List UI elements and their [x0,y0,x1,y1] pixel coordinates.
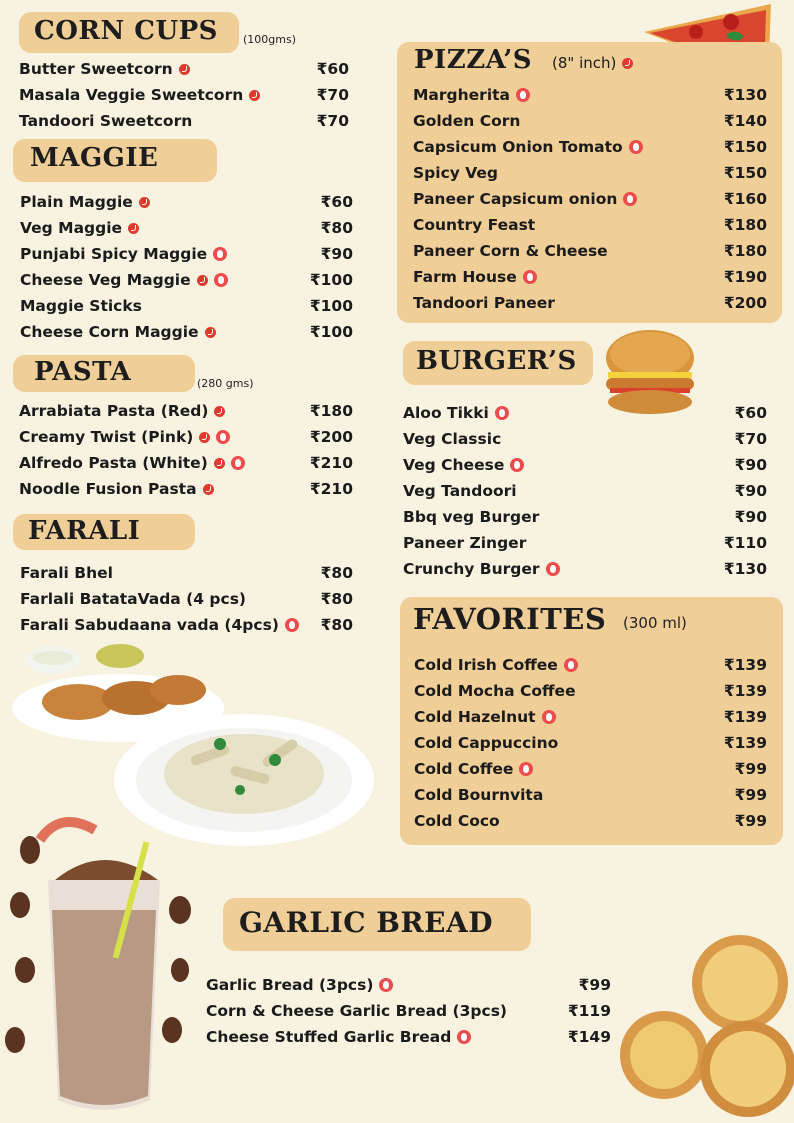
menu-item-name-wrap [403,508,539,526]
menu-item-name-wrap [413,86,530,104]
menu-item-name: Bbq veg Burger [403,508,540,526]
menu-item-price: ₹119 [567,1002,611,1020]
bestseller-icon [523,270,537,284]
menu-item-row [20,294,353,318]
bestseller-icon [216,430,230,444]
menu-item-price: ₹150 [723,138,767,156]
chili-icon [249,90,260,101]
menu-item-name-wrap [414,786,543,804]
cold-coffee-glass-image [0,800,200,1123]
menu-item-row [414,757,767,781]
menu-item-price: ₹70 [734,430,767,448]
bestseller-icon [623,192,637,206]
menu-item-row [206,999,611,1023]
menu-item-price: ₹100 [309,271,353,289]
menu-item-name-wrap [403,430,501,448]
menu-item-row [206,973,611,997]
menu-item-row [413,135,767,159]
menu-item-name-wrap [20,616,299,634]
menu-item-name-wrap [414,682,576,700]
menu-item-row [20,613,353,637]
menu-item-name-wrap [413,190,637,208]
chili-icon [205,327,216,338]
menu-item-row [403,427,767,451]
pasta-title: PASTA [34,357,132,387]
chili-icon [139,197,150,208]
menu-item-name-wrap [206,976,393,994]
chili-icon [179,64,190,75]
menu-item-row [413,291,767,315]
menu-item-price: ₹90 [734,456,767,474]
menu-item-name-wrap [413,242,608,260]
pasta-note: (280 gms) [197,377,254,390]
menu-item-name: Corn & Cheese Garlic Bread (3pcs) [206,1002,508,1020]
menu-item-row [20,216,353,240]
chili-icon [214,458,225,469]
menu-item-name: Cold Coco [414,812,500,830]
menu-item-price: ₹99 [734,812,767,830]
farali-title: FARALI [28,516,141,546]
menu-item-name-wrap [403,482,517,500]
menu-item-name-wrap [20,271,228,289]
menu-item-price: ₹80 [320,590,353,608]
menu-item-name-wrap [414,708,556,726]
menu-item-row [403,505,767,529]
burgers-title: BURGER’S [416,346,577,376]
menu-item-price: ₹180 [309,402,353,420]
menu-item-name: Cold Irish Coffee [414,656,558,674]
menu-item-name: Maggie Sticks [20,297,142,315]
menu-item-row [414,783,767,807]
menu-item-name: Garlic Bread (3pcs) [206,976,374,994]
chili-icon [203,484,214,495]
menu-item-row [414,809,767,833]
menu-item-name-wrap [413,216,535,234]
menu-item-price: ₹80 [320,219,353,237]
menu-item-name-wrap [19,60,190,78]
menu-item-price: ₹190 [723,268,767,286]
menu-item-name-wrap [413,268,537,286]
menu-item-row [206,1025,611,1049]
menu-item-name: Cheese Corn Maggie [20,323,199,341]
bestseller-icon [379,978,393,992]
bestseller-icon [516,88,530,102]
menu-item-price: ₹110 [723,534,767,552]
bestseller-icon [510,458,524,472]
bestseller-icon [213,247,227,261]
menu-item-price: ₹180 [723,216,767,234]
menu-item-price: ₹90 [734,508,767,526]
menu-item-name: Veg Classic [403,430,502,448]
menu-item-name: Tandoori Paneer [413,294,555,312]
menu-item-price: ₹130 [723,560,767,578]
menu-item-name-wrap [19,428,230,446]
bestseller-icon [457,1030,471,1044]
chili-icon [128,223,139,234]
bestseller-icon [285,618,299,632]
menu-item-price: ₹70 [316,112,349,130]
menu-item-name-wrap [19,112,192,130]
menu-item-row [413,161,767,185]
menu-item-name-wrap [19,402,225,420]
menu-item-name: Margherita [413,86,510,104]
menu-item-name: Creamy Twist (Pink) [19,428,194,446]
menu-item-row [20,320,353,344]
menu-item-name-wrap [414,812,500,830]
menu-item-price: ₹99 [578,976,611,994]
menu-item-row [403,531,767,555]
bestseller-icon [564,658,578,672]
menu-item-name-wrap [19,86,260,104]
bestseller-icon [495,406,509,420]
menu-item-row [413,239,767,263]
chili-icon [622,58,633,69]
bestseller-icon [231,456,245,470]
menu-item-name-wrap [20,564,113,582]
menu-item-row [414,705,767,729]
menu-item-name: Veg Maggie [20,219,123,237]
menu-item-price: ₹90 [320,245,353,263]
bestseller-icon [519,762,533,776]
menu-item-row [413,109,767,133]
menu-item-name: Cold Hazelnut [414,708,536,726]
menu-item-name: Farali Bhel [20,564,113,582]
menu-item-name: Cold Cappuccino [414,734,559,752]
menu-item-price: ₹139 [723,734,767,752]
menu-item-name: Spicy Veg [413,164,499,182]
menu-item-name: Paneer Corn & Cheese [413,242,608,260]
menu-item-row [19,83,349,107]
menu-item-name: Arrabiata Pasta (Red) [19,402,209,420]
menu-item-price: ₹99 [734,786,767,804]
menu-item-price: ₹80 [320,616,353,634]
menu-item-name-wrap [414,656,578,674]
maggie-title: MAGGIE [30,143,159,173]
menu-item-price: ₹100 [309,323,353,341]
chili-icon [214,406,225,417]
menu-item-row [413,265,767,289]
menu-item-row [414,679,767,703]
menu-item-name-wrap [20,590,246,608]
menu-item-row [19,57,349,81]
menu-item-row [20,242,353,266]
menu-item-price: ₹200 [309,428,353,446]
menu-item-price: ₹160 [723,190,767,208]
menu-item-name-wrap [413,138,643,156]
menu-item-name: Paneer Zinger [403,534,527,552]
pizza-note: (8" inch) [552,54,617,72]
menu-item-name-wrap [19,454,245,472]
menu-item-name-wrap [20,219,139,237]
menu-item-name: Capsicum Onion Tomato [413,138,623,156]
menu-item-row [19,399,353,423]
menu-item-price: ₹139 [723,682,767,700]
menu-item-name: Crunchy Burger [403,560,540,578]
bestseller-icon [214,273,228,287]
menu-item-row [403,557,767,581]
pizza-note-wrap [552,54,633,72]
menu-item-row [20,190,353,214]
menu-item-name: Farali Sabudaana vada (4pcs) [20,616,279,634]
menu-item-name-wrap [206,1002,507,1020]
menu-item-name: Cold Coffee [414,760,514,778]
pizza-title: PIZZA’S [414,45,533,75]
menu-item-name: Paneer Capsicum onion [413,190,618,208]
menu-item-price: ₹80 [320,564,353,582]
menu-item-price: ₹130 [723,86,767,104]
menu-item-row [403,453,767,477]
favorites-note: (300 ml) [623,614,687,632]
menu-item-name: Butter Sweetcorn [19,60,173,78]
corn-cups-title: CORN CUPS [34,16,218,46]
menu-item-price: ₹60 [320,193,353,211]
menu-item-price: ₹139 [723,656,767,674]
menu-item-name-wrap [414,760,533,778]
menu-item-row [19,451,353,475]
menu-item-name-wrap [403,404,509,422]
menu-item-name: Alfredo Pasta (White) [19,454,208,472]
menu-item-row [403,479,767,503]
menu-item-name-wrap [403,534,526,552]
bestseller-icon [542,710,556,724]
favorites-title: FAVORITES [413,602,607,636]
bestseller-icon [629,140,643,154]
menu-item-name: Noodle Fusion Pasta [19,480,197,498]
menu-item-row [20,561,353,585]
menu-item-name: Cheese Veg Maggie [20,271,191,289]
menu-item-name: Aloo Tikki [403,404,489,422]
menu-item-price: ₹140 [723,112,767,130]
garlic-bread-title: GARLIC BREAD [239,906,494,939]
menu-item-row [403,401,767,425]
menu-item-name: Golden Corn [413,112,521,130]
menu-item-name-wrap [413,164,498,182]
menu-item-price: ₹90 [734,482,767,500]
menu-item-name-wrap [403,456,524,474]
menu-item-name: Masala Veggie Sweetcorn [19,86,244,104]
menu-item-name-wrap [206,1028,471,1046]
menu-item-name-wrap [19,480,214,498]
menu-item-row [413,187,767,211]
menu-item-name-wrap [403,560,560,578]
menu-item-name-wrap [413,294,555,312]
menu-item-price: ₹150 [723,164,767,182]
menu-item-row [19,425,353,449]
chili-icon [199,432,210,443]
menu-item-row [414,653,767,677]
menu-item-row [414,731,767,755]
menu-item-price: ₹210 [309,454,353,472]
menu-item-price: ₹200 [723,294,767,312]
corn-cups-note: (100gms) [243,33,297,46]
menu-item-name-wrap [20,297,142,315]
menu-item-price: ₹99 [734,760,767,778]
menu-item-name: Country Feast [413,216,536,234]
menu-item-name: Farlali BatataVada (4 pcs) [20,590,247,608]
menu-item-price: ₹149 [567,1028,611,1046]
menu-item-name: Farm House [413,268,517,286]
menu-item-row [413,83,767,107]
menu-item-name-wrap [20,193,150,211]
garlic-bread-image [618,935,794,1123]
menu-item-price: ₹60 [316,60,349,78]
menu-item-name: Cheese Stuffed Garlic Bread [206,1028,452,1046]
menu-item-name: Veg Tandoori [403,482,517,500]
menu-item-name: Plain Maggie [20,193,133,211]
menu-item-row [20,587,353,611]
menu-item-price: ₹100 [309,297,353,315]
chili-icon [197,275,208,286]
menu-item-name-wrap [20,245,227,263]
menu-item-price: ₹60 [734,404,767,422]
menu-item-row [19,477,353,501]
menu-item-name: Punjabi Spicy Maggie [20,245,208,263]
menu-item-price: ₹210 [309,480,353,498]
bestseller-icon [546,562,560,576]
menu-item-name-wrap [20,323,216,341]
menu-item-name: Cold Mocha Coffee [414,682,576,700]
menu-item-name: Cold Bournvita [414,786,544,804]
menu-item-row [413,213,767,237]
menu-item-name: Veg Cheese [403,456,505,474]
menu-item-price: ₹180 [723,242,767,260]
menu-item-row [20,268,353,292]
menu-item-price: ₹139 [723,708,767,726]
menu-item-name: Tandoori Sweetcorn [19,112,193,130]
menu-item-price: ₹70 [316,86,349,104]
menu-item-name-wrap [413,112,520,130]
menu-item-name-wrap [414,734,558,752]
menu-item-row [19,109,349,133]
